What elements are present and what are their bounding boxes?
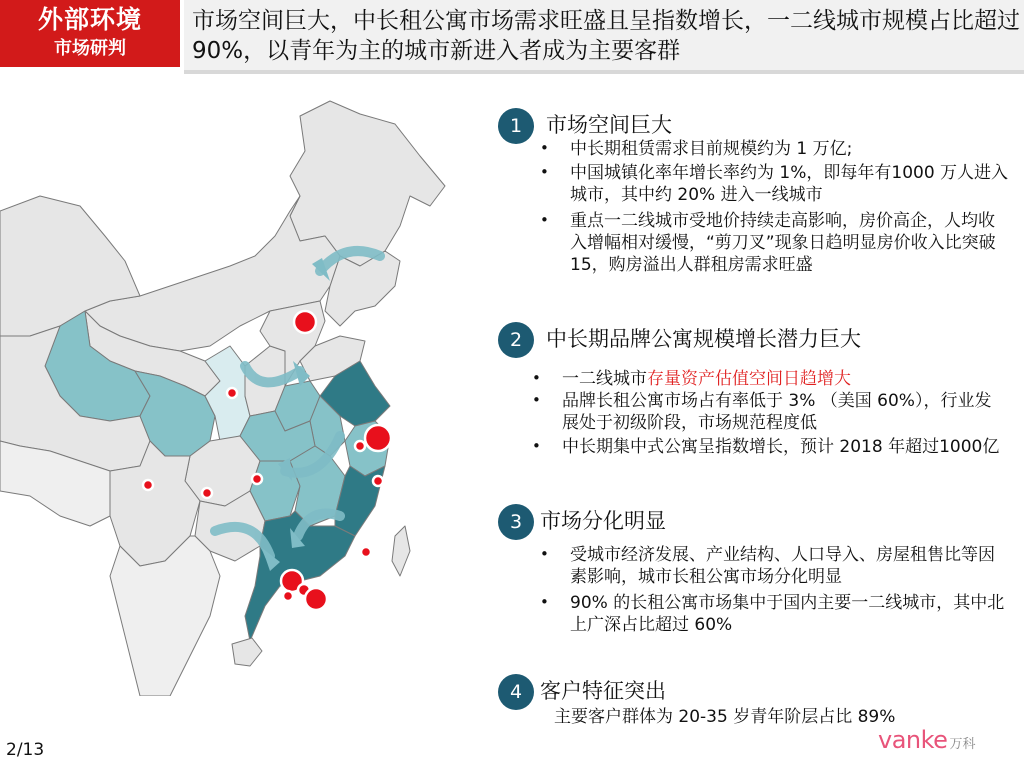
city-dot-beijing [294, 311, 316, 333]
city-dot-xiamen [361, 547, 371, 557]
city-dot-shanghai [365, 425, 391, 451]
section-4-header [498, 674, 1018, 706]
section-tag-sub: 市场研判 [54, 38, 126, 59]
city-dot-wuhan [252, 474, 262, 484]
section-2-header [498, 322, 1018, 354]
city-dot-foshan [283, 591, 293, 601]
bullet-prefix: 一二线城市 [562, 369, 647, 389]
page-headline: 市场空间巨大，中长租公寓市场需求旺盛且呈指数增长，一二线城市规模占比超过 90%，以青年为主的城市新进入者成为主要客群 [192, 8, 1020, 64]
section-1-number: 1 [498, 108, 534, 144]
city-dot-chengdu [143, 480, 153, 490]
list-item: • 中长期租赁需求目前规模约为 1 万亿; [540, 138, 1010, 160]
section-2-bullets [532, 368, 1002, 458]
city-dot-hangzhou [373, 476, 383, 486]
logo-sub-text: 万科 [949, 737, 976, 752]
list-item: • 受城市经济发展、产业结构、人口导入、房屋租售比等因素影响，城市长租公寓市场分化明显 [540, 544, 1010, 588]
list-item: • 重点一二线城市受地价持续走高影响，房价高企，人均收入增幅相对缓慢，“剪刀叉”现象日趋明显房价收入比突破 15，购房溢出人群租房需求旺盛 [540, 210, 1010, 276]
section-1-header [498, 108, 1018, 140]
city-dot-nanjing [355, 441, 365, 451]
section-1-bullets [540, 138, 1010, 276]
section-3-bullets [540, 544, 1010, 636]
vanke-logo [878, 726, 975, 754]
city-dot-shenzhen [305, 588, 327, 610]
section-1-title: 市场空间巨大 [546, 113, 672, 137]
section-4-number: 4 [498, 674, 534, 710]
page-number: 2/13 [6, 740, 45, 760]
section-tag-main: 外部环境 [37, 5, 142, 34]
section-4-line: 主要客户群体为 20-35 岁青年阶层占比 89% [554, 707, 896, 727]
section-3-title: 市场分化明显 [540, 509, 666, 533]
list-item [532, 368, 1002, 390]
list-item: • 中国城镇化率年增长率约为 1%，即每年有1000 万人进入城市，其中约 20% 进入一线城市 [540, 162, 1010, 206]
city-dot-xian [227, 388, 237, 398]
section-3-header [498, 504, 1018, 536]
section-1 [498, 108, 1018, 276]
region-hainan [232, 638, 262, 666]
list-item: • 品牌长租公寓市场占有率低于 3% （美国 60%），行业发展处于初级阶段，市场规范程度低 [532, 390, 1002, 434]
section-3 [498, 504, 1018, 636]
china-map [0, 96, 480, 696]
section-3-number: 3 [498, 504, 534, 540]
list-item: • 90% 的长租公寓市场集中于国内主要一二线城市，其中北上广深占比超过 60% [540, 592, 1010, 636]
section-2 [498, 322, 1018, 458]
city-dot-chongqing [202, 488, 212, 498]
list-item: • 中长期集中式公寓呈指数增长，预计 2018 年超过1000亿 [532, 436, 1002, 458]
section-2-number: 2 [498, 322, 534, 358]
section-2-title: 中长期品牌公寓规模增长潜力巨大 [546, 327, 861, 351]
region-taiwan [392, 526, 410, 576]
section-tag [0, 0, 180, 67]
logo-main-text: vanke [878, 726, 948, 754]
section-4 [498, 674, 1018, 728]
highlight-text: 存量资产估值空间日趋增大 [647, 369, 851, 389]
section-4-title: 客户特征突出 [540, 679, 666, 703]
